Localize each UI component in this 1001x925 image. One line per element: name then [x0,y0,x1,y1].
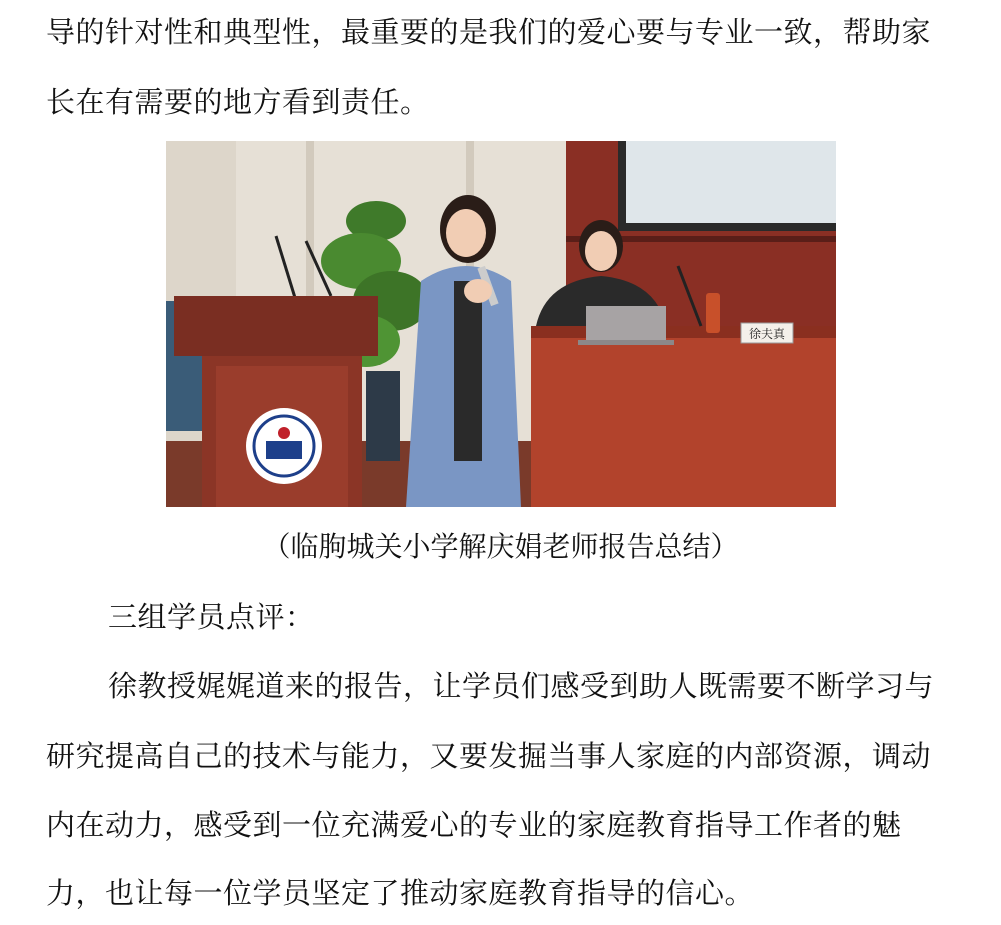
thermos [706,293,720,333]
section-heading: 三组学员点评： [108,600,315,634]
nameplate-text: 徐夫真 [748,327,786,341]
laptop [578,306,674,345]
paragraph-top-line-1: 导的针对性和典型性，最重要的是我们的爱心要与专业一致，帮助家 [46,15,932,49]
presenter-desk [531,326,836,507]
paragraph-top-line-2: 长在有需要的地方看到责任。 [46,85,430,119]
event-photo [166,141,836,507]
event-photo-illustration [166,141,836,507]
paragraph-bottom-line-4: 力，也让每一位学员坚定了推动家庭教育指导的信心。 [46,876,755,910]
paragraph-bottom-line-3: 内在动力，感受到一位充满爱心的专业的家庭教育指导工作者的魅 [46,808,902,842]
paragraph-bottom-line-1: 徐教授娓娓道来的报告，让学员们感受到助人既需要不断学习与 [108,669,935,703]
nameplate [741,323,793,343]
podium [174,296,378,507]
photo-caption: （临朐城关小学解庆娟老师报告总结） [262,530,739,563]
paragraph-bottom-line-2: 研究提高自己的技术与能力，又要发掘当事人家庭的内部资源，调动 [46,739,932,773]
